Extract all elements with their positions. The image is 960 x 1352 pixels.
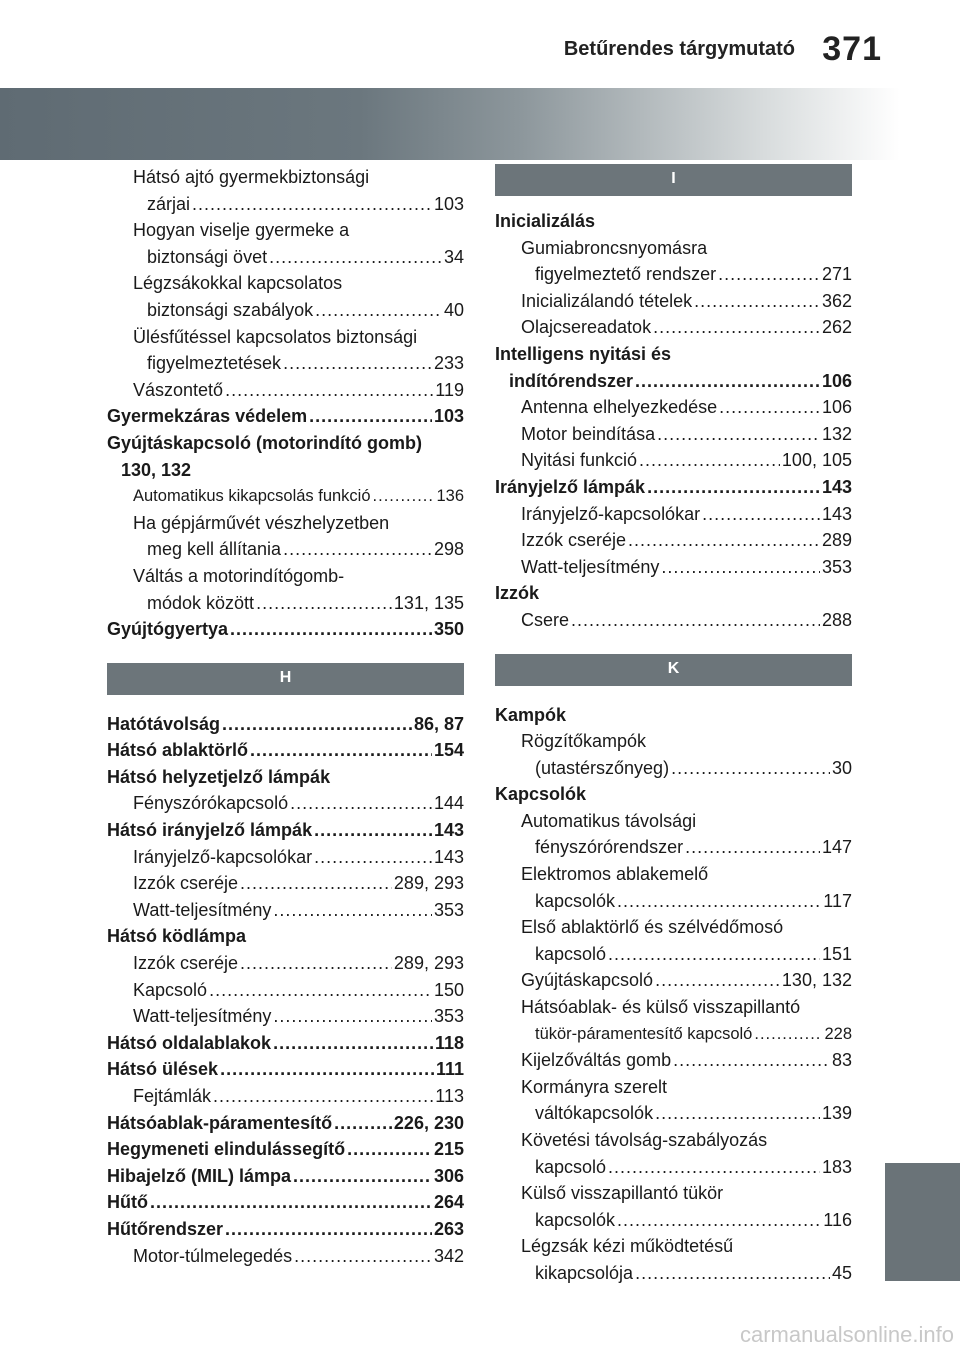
index-entry (495, 1207, 852, 1234)
index-entry (107, 350, 464, 377)
index-entry: Ha gépjárművét vészhelyzetben (133, 512, 390, 533)
entry-page: 264 (433, 1192, 464, 1213)
index-entry (107, 790, 464, 817)
dot-leader (608, 1154, 820, 1181)
entry-label: kikapcsolója (535, 1262, 634, 1283)
index-entry: Követési távolság-szabályozás (521, 1130, 768, 1150)
entry-page: 103 (433, 406, 464, 427)
index-entry: Külső visszapillantó tükör (521, 1183, 724, 1204)
dot-leader (702, 501, 820, 528)
entry-label: kapcsolók (535, 1209, 616, 1230)
entry-page: 106 (821, 370, 852, 391)
entry-page: 143 (821, 503, 852, 524)
entry-page: 215 (433, 1139, 464, 1160)
dot-leader (222, 711, 412, 738)
dot-leader (653, 314, 820, 341)
entry-page: 139 (821, 1103, 852, 1124)
entry-label: Olajcsereadatok (521, 317, 652, 338)
watermark: carmanualsonline.info (739, 1322, 954, 1347)
dot-leader (617, 1207, 821, 1234)
index-entry (495, 421, 852, 448)
index-entry: Ülésfűtéssel kapcsolatos biztonsági (133, 326, 418, 347)
index-entry (495, 888, 852, 915)
dot-leader (719, 394, 820, 421)
entry-page: 40 (443, 299, 464, 320)
entry-label: Fényszórókapcsoló (133, 793, 289, 814)
header-banner (0, 88, 900, 160)
index-entry: Izzók (495, 583, 540, 604)
entry-page: 353 (433, 899, 464, 920)
entry-page: 144 (433, 793, 464, 814)
index-entry: Hogyan viselje gyermeke a (133, 220, 350, 241)
index-entry (107, 711, 464, 738)
index-entry: 130, 132 (121, 459, 192, 480)
index-entry (495, 474, 852, 501)
entry-page: 30 (831, 757, 852, 778)
entry-page: 228 (824, 1024, 852, 1043)
entry-page: 289, 293 (393, 873, 464, 894)
index-entry (495, 834, 852, 861)
dot-leader (657, 421, 820, 448)
dot-leader (273, 1003, 432, 1030)
index-entry (495, 1100, 852, 1127)
entry-label: meg kell állítania (147, 539, 282, 560)
entry-page: 147 (821, 837, 852, 858)
entry-label: kapcsolók (535, 890, 616, 911)
dot-leader (571, 607, 820, 634)
index-entry (495, 554, 852, 581)
entry-label: Hatótávolság (107, 713, 221, 734)
entry-label: Hátsó oldalablakok (107, 1032, 272, 1053)
index-entry: Első ablaktörlő és szélvédőmosó (521, 917, 784, 938)
index-entry (107, 737, 464, 764)
entry-page: 143 (433, 820, 464, 841)
dot-leader (608, 941, 820, 968)
index-entry (107, 1136, 464, 1163)
index-entry (107, 870, 464, 897)
entry-label: Motor-túlmelegedés (133, 1245, 293, 1266)
index-entry (107, 1110, 464, 1137)
index-entry: Hátsóablak- és külső visszapillantó (521, 997, 801, 1018)
index-entry: Gumiabroncsnyomásra (521, 237, 708, 258)
dot-leader (273, 897, 432, 924)
entry-label: Watt-teljesítmény (133, 1006, 272, 1027)
index-entry: Gyújtáskapcsoló (motorindító gomb) (107, 432, 423, 453)
dot-leader (150, 1189, 432, 1216)
entry-page: 362 (821, 290, 852, 311)
index-block-h (107, 711, 464, 1269)
entry-label: Motor beindítása (521, 423, 656, 444)
index-entry (107, 977, 464, 1004)
entry-page: 150 (433, 979, 464, 1000)
entry-label: módok között (147, 592, 255, 613)
page-header (0, 0, 960, 80)
header-title: Betűrendes tárgymutató (563, 38, 795, 60)
index-entry (495, 527, 852, 554)
index-entry: Elektromos ablakemelő (521, 864, 709, 885)
entry-label: Hátsóablak-páramentesítő (107, 1112, 333, 1133)
entry-page: 131, 135 (393, 592, 464, 613)
index-block-g (107, 164, 464, 643)
index-column-right (495, 164, 852, 1287)
dot-leader (314, 817, 432, 844)
entry-label: Hátsó irányjelző lámpák (107, 820, 313, 841)
index-entry: Inicializálás (495, 211, 596, 231)
entry-label: Vászontető (133, 379, 224, 400)
index-block-i (495, 208, 852, 634)
index-entry (495, 967, 852, 994)
entry-page: 298 (433, 539, 464, 560)
dot-leader (628, 527, 820, 554)
entry-page: 151 (821, 943, 852, 964)
index-entry (107, 191, 464, 218)
entry-page: 117 (823, 890, 852, 911)
index-entry (495, 1047, 852, 1074)
entry-page: 226, 230 (393, 1112, 464, 1133)
index-entry (107, 1056, 464, 1083)
dot-leader (294, 1243, 432, 1270)
dot-leader (209, 977, 432, 1004)
index-entry (495, 501, 852, 528)
index-entry: Kampók (495, 704, 567, 725)
index-entry: Légzsák kézi működtetésű (521, 1236, 734, 1257)
entry-page: 143 (433, 846, 464, 867)
entry-page: 111 (435, 1059, 464, 1080)
entry-label: kapcsoló (535, 1156, 607, 1177)
chapter-tab (885, 1163, 960, 1281)
index-entry (107, 297, 464, 324)
index-entry (495, 368, 852, 395)
entry-label: Hűtőrendszer (107, 1218, 224, 1239)
dot-leader (192, 191, 432, 218)
index-entry (107, 403, 464, 430)
entry-label: kapcsoló (535, 943, 607, 964)
index-entry (107, 897, 464, 924)
entry-page: 263 (433, 1218, 464, 1239)
entry-label: Irányjelző lámpák (495, 476, 646, 497)
entry-label: Hátsó ülések (107, 1059, 219, 1080)
index-entry (107, 377, 464, 404)
index-entry (107, 536, 464, 563)
dot-leader (661, 554, 820, 581)
dot-leader (635, 368, 820, 395)
entry-label: Nyitási funkció (521, 450, 638, 471)
entry-label: Fejtámlák (133, 1086, 212, 1106)
entry-page: 100, 105 (781, 450, 852, 471)
index-entry: Kormányra szerelt (521, 1076, 668, 1097)
dot-leader (635, 1260, 830, 1287)
index-column-left (107, 164, 464, 1269)
entry-page: 271 (821, 264, 852, 285)
index-entry (495, 1260, 852, 1287)
entry-page: 103 (433, 193, 464, 214)
entry-label: váltókapcsolók (535, 1103, 654, 1124)
section-header-h: H (107, 663, 464, 695)
dot-leader (240, 950, 392, 977)
index-entry: Hátsó ködlámpa (107, 926, 247, 947)
index-entry: Váltás a motorindítógomb- (133, 565, 345, 586)
index-entry (107, 844, 464, 871)
entry-page: 130, 132 (781, 970, 852, 991)
entry-label: Izzók cseréje (521, 530, 627, 551)
index-entry: Automatikus távolsági (521, 810, 697, 831)
index-entry (495, 755, 852, 782)
entry-label: figyelmeztetések (147, 353, 282, 374)
entry-label: indítórendszer (509, 370, 634, 391)
dot-leader (617, 888, 821, 915)
entry-label: Hátsó ablaktörlő (107, 740, 249, 761)
entry-page: 288 (821, 609, 852, 630)
index-entry: Intelligens nyitási és (495, 343, 672, 364)
index-entry (107, 616, 464, 643)
dot-leader (373, 483, 435, 510)
entry-label: tükör-páramentesítő kapcsoló (535, 1024, 753, 1043)
entry-label: figyelmeztető rendszer (535, 264, 717, 285)
entry-label: Hegymeneti elindulássegítő (107, 1139, 346, 1160)
index-entry: Kapcsolók (495, 784, 587, 805)
dot-leader (655, 1100, 820, 1127)
index-entry (495, 1021, 852, 1048)
dot-leader (754, 1021, 822, 1048)
entry-label: Automatikus kikapcsolás funkció (133, 487, 371, 506)
entry-label: Csere (521, 609, 570, 630)
dot-leader (315, 297, 442, 324)
entry-page: 113 (435, 1086, 464, 1106)
entry-label: Antenna elhelyezkedése (521, 397, 718, 418)
entry-page: 106 (821, 397, 852, 418)
entry-page: 86, 87 (413, 713, 464, 734)
index-entry (495, 1154, 852, 1181)
entry-label: Irányjelző-kapcsolókar (521, 503, 701, 524)
index-entry (107, 1189, 464, 1216)
index-entry: Légzsákokkal kapcsolatos (133, 273, 343, 294)
entry-label: Hűtő (107, 1192, 148, 1213)
dot-leader (685, 834, 820, 861)
entry-label: Kapcsoló (133, 979, 208, 1000)
dot-leader (309, 403, 432, 430)
entry-page: 289, 293 (393, 953, 464, 974)
dot-leader (240, 870, 392, 897)
index-entry (107, 950, 464, 977)
entry-page: 116 (823, 1209, 852, 1230)
entry-label: fényszórórendszer (535, 837, 684, 858)
entry-label: Gyújtáskapcsoló (521, 970, 654, 991)
entry-label: Gyermekzáras védelem (107, 406, 308, 427)
entry-label: Izzók cseréje (133, 953, 239, 974)
entry-label: Irányjelző-kapcsolókar (133, 846, 313, 867)
entry-page: 119 (435, 379, 464, 400)
entry-label: zárjai (147, 193, 191, 214)
dot-leader (256, 590, 392, 617)
index-entry (107, 244, 464, 271)
index-entry (107, 1003, 464, 1030)
entry-page: 143 (821, 476, 852, 497)
entry-label: Watt-teljesítmény (521, 556, 660, 577)
entry-page: 34 (443, 246, 464, 267)
section-header-i: I (495, 164, 852, 196)
index-entry (107, 1030, 464, 1057)
page-number: 371 (822, 30, 882, 68)
index-entry (495, 394, 852, 421)
dot-leader (220, 1056, 434, 1083)
index-entry (107, 1163, 464, 1190)
index-entry (107, 1083, 464, 1110)
dot-leader (290, 790, 432, 817)
dot-leader (283, 350, 432, 377)
section-header-k: K (495, 654, 852, 686)
entry-page: 132 (821, 423, 852, 444)
dot-leader (655, 967, 780, 994)
entry-page: 136 (436, 487, 464, 506)
index-entry (495, 447, 852, 474)
dot-leader (293, 1163, 432, 1190)
dot-leader (230, 616, 432, 643)
entry-page: 183 (821, 1156, 852, 1177)
dot-leader (671, 755, 830, 782)
index-entry (107, 1216, 464, 1243)
dot-leader (718, 261, 820, 288)
entry-page: 83 (831, 1050, 852, 1071)
entry-label: Izzók cseréje (133, 873, 239, 894)
entry-label: (utastérszőnyeg) (535, 757, 670, 778)
entry-page: 289 (821, 530, 852, 551)
dot-leader (250, 737, 432, 764)
dot-leader (269, 244, 442, 271)
entry-label: Inicializálandó tételek (521, 290, 693, 311)
index-block-k (495, 702, 852, 1287)
index-entry (495, 314, 852, 341)
dot-leader (647, 474, 820, 501)
entry-page: 118 (434, 1032, 464, 1053)
dot-leader (213, 1083, 433, 1110)
entry-label: biztonsági övet (147, 246, 268, 267)
index-entry (495, 941, 852, 968)
entry-page: 154 (433, 740, 464, 761)
entry-page: 353 (433, 1006, 464, 1027)
index-entry (107, 590, 464, 617)
entry-page: 353 (821, 556, 852, 577)
dot-leader (314, 844, 432, 871)
entry-label: Gyújtógyertya (107, 619, 229, 640)
entry-page: 262 (821, 317, 852, 338)
entry-label: biztonsági szabályok (147, 299, 314, 320)
entry-page: 342 (433, 1245, 464, 1266)
index-entry: Rögzítőkampók (521, 731, 647, 752)
entry-label: Hibajelző (MIL) lámpa (107, 1165, 292, 1186)
index-entry (495, 288, 852, 315)
dot-leader (225, 1216, 432, 1243)
dot-leader (673, 1047, 830, 1074)
index-entry (495, 261, 852, 288)
entry-page: 350 (433, 619, 464, 640)
entry-page: 306 (433, 1165, 464, 1186)
index-entry (107, 483, 464, 510)
dot-leader (283, 536, 432, 563)
index-entry: Hátsó ajtó gyermekbiztonsági (133, 167, 370, 187)
dot-leader (347, 1136, 432, 1163)
entry-label: Kijelzőváltás gomb (521, 1050, 672, 1071)
index-entry (107, 817, 464, 844)
entry-label: Watt-teljesítmény (133, 899, 272, 920)
index-entry: Hátsó helyzetjelző lámpák (107, 766, 331, 787)
dot-leader (273, 1030, 433, 1057)
dot-leader (694, 288, 820, 315)
index-entry (495, 607, 852, 634)
dot-leader (334, 1110, 392, 1137)
entry-page: 233 (433, 353, 464, 374)
index-entry (107, 1243, 464, 1270)
dot-leader (639, 447, 780, 474)
dot-leader (225, 377, 433, 404)
entry-page: 45 (831, 1262, 852, 1283)
